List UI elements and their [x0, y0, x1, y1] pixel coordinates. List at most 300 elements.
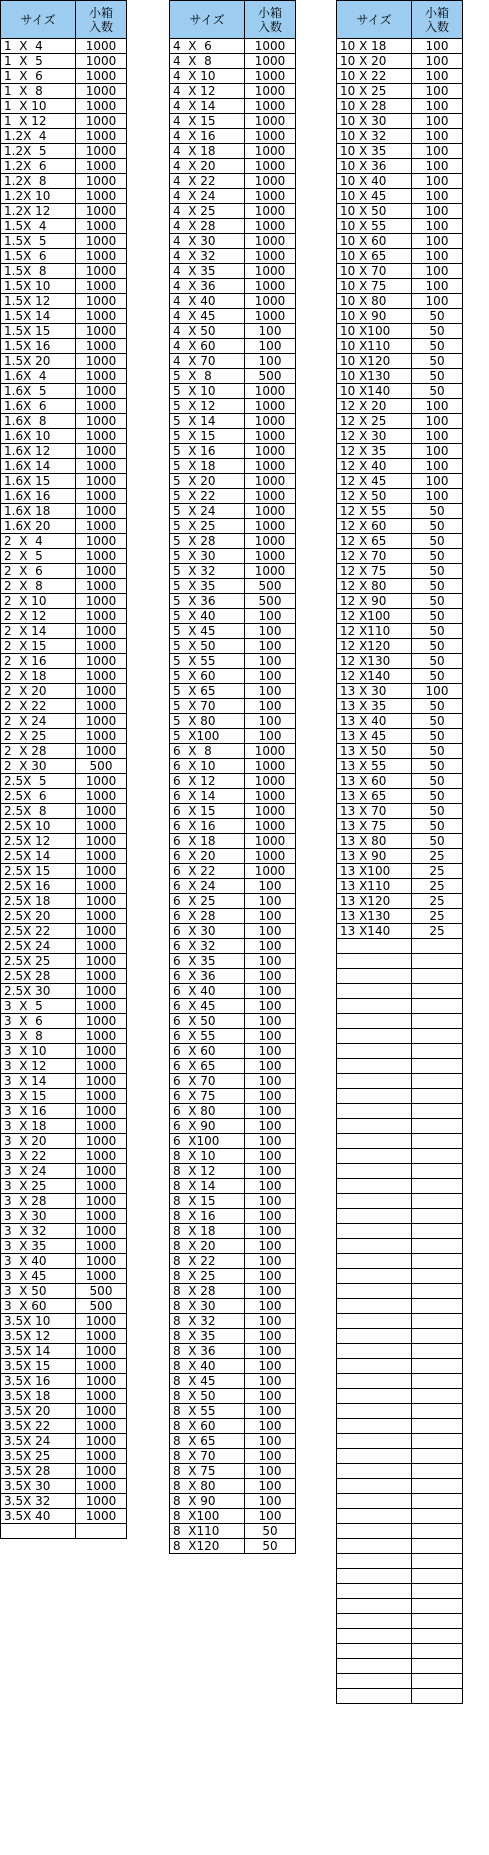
empty-row	[337, 1599, 463, 1614]
quantity-cell: 1000	[76, 594, 127, 609]
table-row	[1, 939, 127, 954]
table-row	[170, 1464, 296, 1479]
size-cell: 8 X 30	[170, 1299, 245, 1314]
table-row	[1, 504, 127, 519]
size-cell: 3.5X 24	[1, 1434, 76, 1449]
quantity-cell: 100	[245, 939, 296, 954]
table-row	[337, 174, 463, 189]
quantity-cell: 1000	[76, 99, 127, 114]
quantity-cell: 1000	[76, 234, 127, 249]
size-cell: 8 X 32	[170, 1314, 245, 1329]
quantity-cell: 1000	[245, 54, 296, 69]
table-row	[1, 1329, 127, 1344]
empty-cell	[337, 1389, 412, 1404]
quantity-cell: 100	[412, 444, 463, 459]
size-cell: 2.5X 28	[1, 969, 76, 984]
empty-row	[337, 1119, 463, 1134]
quantity-cell: 1000	[76, 1479, 127, 1494]
quantity-cell: 50	[412, 789, 463, 804]
size-cell: 5 X 10	[170, 384, 245, 399]
size-cell: 10 X 25	[337, 84, 412, 99]
table-row	[170, 1419, 296, 1434]
table-row	[337, 594, 463, 609]
empty-cell	[412, 1584, 463, 1599]
quantity-cell: 1000	[76, 129, 127, 144]
quantity-cell: 100	[245, 324, 296, 339]
empty-row	[337, 1209, 463, 1224]
table-row	[170, 654, 296, 669]
table-row	[170, 924, 296, 939]
empty-cell	[337, 1404, 412, 1419]
size-cell: 5 X 14	[170, 414, 245, 429]
size-cell: 4 X 15	[170, 114, 245, 129]
empty-cell	[412, 1074, 463, 1089]
quantity-cell: 1000	[245, 489, 296, 504]
table-row	[1, 1059, 127, 1074]
quantity-cell: 1000	[76, 684, 127, 699]
table-row	[170, 249, 296, 264]
quantity-cell: 100	[245, 339, 296, 354]
size-cell: 5 X100	[170, 729, 245, 744]
size-cell: 2 X 8	[1, 579, 76, 594]
quantity-cell: 1000	[76, 219, 127, 234]
size-cell: 6 X 40	[170, 984, 245, 999]
quantity-cell: 50	[412, 744, 463, 759]
table-row	[1, 1524, 127, 1539]
size-cell: 6 X 22	[170, 864, 245, 879]
size-cell: 8 X 90	[170, 1494, 245, 1509]
quantity-cell: 1000	[245, 444, 296, 459]
empty-cell	[337, 1014, 412, 1029]
empty-cell	[337, 1059, 412, 1074]
size-cell: 4 X 16	[170, 129, 245, 144]
table-row	[1, 69, 127, 84]
table-row	[337, 99, 463, 114]
quantity-cell: 100	[412, 399, 463, 414]
table-row	[170, 474, 296, 489]
quantity-cell: 1000	[245, 279, 296, 294]
size-cell: 1.5X 8	[1, 264, 76, 279]
quantity-cell: 100	[245, 1449, 296, 1464]
table-row	[1, 264, 127, 279]
empty-cell	[337, 1614, 412, 1629]
quantity-cell: 1000	[76, 174, 127, 189]
empty-cell	[412, 1329, 463, 1344]
table-row	[170, 1404, 296, 1419]
size-cell: 8 X 70	[170, 1449, 245, 1464]
table-row	[170, 294, 296, 309]
quantity-cell: 100	[412, 144, 463, 159]
size-cell: 2 X 6	[1, 564, 76, 579]
quantity-cell: 100	[412, 189, 463, 204]
quantity-cell: 100	[245, 1194, 296, 1209]
empty-cell	[337, 1494, 412, 1509]
quantity-cell: 100	[245, 624, 296, 639]
table-row	[1, 129, 127, 144]
table-row	[337, 459, 463, 474]
size-cell: 3.5X 18	[1, 1389, 76, 1404]
quantity-cell: 1000	[245, 234, 296, 249]
empty-row	[337, 1044, 463, 1059]
size-cell: 13 X 80	[337, 834, 412, 849]
empty-row	[337, 1689, 463, 1704]
size-cell: 8 X 65	[170, 1434, 245, 1449]
quantity-cell: 100	[245, 1224, 296, 1239]
size-cell	[1, 1524, 76, 1539]
quantity-cell: 50	[412, 534, 463, 549]
size-cell: 13 X 75	[337, 819, 412, 834]
empty-cell	[337, 1479, 412, 1494]
quantity-cell: 25	[412, 894, 463, 909]
size-cell: 10 X 45	[337, 189, 412, 204]
quantity-cell: 50	[412, 834, 463, 849]
size-cell: 10 X110	[337, 339, 412, 354]
size-cell: 6 X 14	[170, 789, 245, 804]
empty-cell	[412, 1059, 463, 1074]
empty-cell	[412, 1629, 463, 1644]
table-row	[1, 894, 127, 909]
size-cell: 6 X 8	[170, 744, 245, 759]
size-cell: 1.2X 10	[1, 189, 76, 204]
empty-cell	[337, 1539, 412, 1554]
table-row	[1, 1389, 127, 1404]
table-row	[170, 789, 296, 804]
size-cell: 1 X 8	[1, 84, 76, 99]
size-cell: 2 X 15	[1, 639, 76, 654]
empty-cell	[337, 1329, 412, 1344]
empty-cell	[337, 1419, 412, 1434]
quantity-cell: 1000	[76, 639, 127, 654]
quantity-cell: 1000	[245, 549, 296, 564]
size-cell: 2 X 12	[1, 609, 76, 624]
size-cell: 13 X 30	[337, 684, 412, 699]
empty-cell	[337, 954, 412, 969]
size-cell: 12 X 35	[337, 444, 412, 459]
empty-cell	[337, 1644, 412, 1659]
table-row	[1, 699, 127, 714]
size-cell: 5 X 24	[170, 504, 245, 519]
size-cell: 3.5X 10	[1, 1314, 76, 1329]
table-row	[1, 174, 127, 189]
quantity-cell: 1000	[76, 459, 127, 474]
empty-row	[337, 1299, 463, 1314]
quantity-cell: 1000	[76, 1104, 127, 1119]
empty-cell	[337, 969, 412, 984]
size-cell: 10 X 22	[337, 69, 412, 84]
quantity-cell: 1000	[245, 414, 296, 429]
table-row	[170, 1539, 296, 1554]
empty-row	[337, 999, 463, 1014]
empty-row	[337, 1539, 463, 1554]
quantity-cell: 1000	[76, 279, 127, 294]
table-row	[1, 1374, 127, 1389]
quantity-cell: 1000	[245, 744, 296, 759]
quantity-cell: 50	[412, 819, 463, 834]
size-cell: 12 X 75	[337, 564, 412, 579]
table-row	[1, 429, 127, 444]
quantity-cell: 100	[245, 669, 296, 684]
table-row	[1, 759, 127, 774]
size-column-header: サイズ	[1, 1, 76, 39]
size-cell: 1.2X 5	[1, 144, 76, 159]
table-row	[1, 219, 127, 234]
table-row	[1, 204, 127, 219]
table-row	[170, 1329, 296, 1344]
table-row	[337, 669, 463, 684]
empty-row	[337, 1524, 463, 1539]
size-cell: 2 X 30	[1, 759, 76, 774]
size-cell: 4 X 45	[170, 309, 245, 324]
size-cell: 4 X 35	[170, 264, 245, 279]
quantity-cell: 1000	[245, 39, 296, 54]
size-cell: 2 X 20	[1, 684, 76, 699]
size-cell: 10 X120	[337, 354, 412, 369]
size-cell: 12 X 20	[337, 399, 412, 414]
size-cell: 13 X 50	[337, 744, 412, 759]
empty-cell	[337, 1104, 412, 1119]
size-cell: 1.6X 12	[1, 444, 76, 459]
size-cell: 6 X 50	[170, 1014, 245, 1029]
table-row	[337, 579, 463, 594]
quantity-cell: 100	[245, 1014, 296, 1029]
size-cell: 2 X 5	[1, 549, 76, 564]
table-row	[170, 99, 296, 114]
size-cell: 3 X 25	[1, 1179, 76, 1194]
table-row	[1, 879, 127, 894]
empty-cell	[412, 1434, 463, 1449]
table-row	[170, 939, 296, 954]
quantity-cell: 50	[412, 669, 463, 684]
quantity-cell: 100	[412, 99, 463, 114]
quantity-cell: 100	[412, 219, 463, 234]
quantity-cell: 1000	[245, 189, 296, 204]
quantity-cell: 100	[245, 1179, 296, 1194]
quantity-cell: 1000	[76, 1374, 127, 1389]
table-row	[170, 339, 296, 354]
quantity-cell: 50	[245, 1539, 296, 1554]
table-row	[170, 1224, 296, 1239]
table-row	[337, 519, 463, 534]
empty-cell	[337, 1449, 412, 1464]
table-row	[1, 624, 127, 639]
empty-cell	[412, 969, 463, 984]
quantity-cell: 100	[412, 489, 463, 504]
quantity-cell: 1000	[76, 204, 127, 219]
quantity-cell: 1000	[245, 309, 296, 324]
size-cell: 8 X120	[170, 1539, 245, 1554]
empty-row	[337, 1419, 463, 1434]
table-row	[1, 684, 127, 699]
table-row	[1, 354, 127, 369]
quantity-cell: 50	[412, 369, 463, 384]
quantity-cell: 1000	[245, 519, 296, 534]
quantity-cell: 1000	[76, 579, 127, 594]
table-row	[337, 414, 463, 429]
quantity-cell: 50	[412, 309, 463, 324]
size-cell: 8 X 25	[170, 1269, 245, 1284]
empty-cell	[337, 1434, 412, 1449]
table-row	[1, 804, 127, 819]
table-row	[337, 909, 463, 924]
table-row	[337, 744, 463, 759]
size-cell: 13 X110	[337, 879, 412, 894]
empty-cell	[337, 1149, 412, 1164]
quantity-cell: 100	[245, 1374, 296, 1389]
table-row	[1, 564, 127, 579]
table-row	[1, 1044, 127, 1059]
table-row	[170, 699, 296, 714]
quantity-cell: 25	[412, 879, 463, 894]
table-row	[1, 1179, 127, 1194]
size-cell: 2 X 10	[1, 594, 76, 609]
size-cell: 3 X 60	[1, 1299, 76, 1314]
quantity-cell: 500	[76, 759, 127, 774]
size-cell: 3 X 35	[1, 1239, 76, 1254]
size-cell: 4 X 20	[170, 159, 245, 174]
empty-cell	[412, 1044, 463, 1059]
quantity-cell: 100	[245, 1344, 296, 1359]
table-row	[1, 819, 127, 834]
table-row	[170, 1059, 296, 1074]
table-row	[1, 789, 127, 804]
quantity-cell: 1000	[76, 1434, 127, 1449]
quantity-cell: 100	[245, 354, 296, 369]
empty-row	[337, 1029, 463, 1044]
quantity-cell: 1000	[245, 174, 296, 189]
empty-row	[337, 1569, 463, 1584]
table-row	[170, 534, 296, 549]
empty-row	[337, 1554, 463, 1569]
size-cell: 6 X 36	[170, 969, 245, 984]
empty-cell	[412, 954, 463, 969]
table-row	[1, 1299, 127, 1314]
size-cell: 3 X 10	[1, 1044, 76, 1059]
quantity-cell: 1000	[76, 384, 127, 399]
quantity-cell: 1000	[76, 1509, 127, 1524]
header-row	[170, 1, 296, 39]
size-cell: 6 X 60	[170, 1044, 245, 1059]
quantity-header-line2: 入数	[424, 19, 449, 34]
size-cell: 5 X 65	[170, 684, 245, 699]
empty-cell	[337, 1659, 412, 1674]
table-row	[170, 519, 296, 534]
table-row	[170, 1239, 296, 1254]
quantity-cell: 1000	[76, 399, 127, 414]
table-row	[170, 84, 296, 99]
table-row	[1, 279, 127, 294]
table-row	[170, 999, 296, 1014]
table-row	[170, 1149, 296, 1164]
size-cell: 10 X 80	[337, 294, 412, 309]
table-row	[1, 1074, 127, 1089]
table-row	[1, 654, 127, 669]
quantity-cell: 1000	[76, 249, 127, 264]
quantity-cell: 1000	[245, 864, 296, 879]
quantity-cell: 50	[412, 519, 463, 534]
size-cell: 6 X 15	[170, 804, 245, 819]
table-row	[170, 114, 296, 129]
quantity-cell: 1000	[76, 1329, 127, 1344]
size-cell: 13 X100	[337, 864, 412, 879]
empty-cell	[412, 1419, 463, 1434]
table-row	[170, 1164, 296, 1179]
empty-cell	[337, 1674, 412, 1689]
empty-row	[337, 1329, 463, 1344]
table-row	[1, 474, 127, 489]
size-cell: 6 X 32	[170, 939, 245, 954]
empty-row	[337, 1149, 463, 1164]
quantity-cell: 1000	[76, 879, 127, 894]
size-cell: 2.5X 8	[1, 804, 76, 819]
size-cell: 10 X 65	[337, 249, 412, 264]
size-cell: 13 X 70	[337, 804, 412, 819]
table-row	[170, 1389, 296, 1404]
table-row	[1, 984, 127, 999]
table-row	[170, 864, 296, 879]
size-cell: 8 X110	[170, 1524, 245, 1539]
size-cell: 1.5X 16	[1, 339, 76, 354]
empty-row	[337, 1344, 463, 1359]
quantity-cell: 100	[245, 1029, 296, 1044]
table-row	[1, 909, 127, 924]
quantity-cell: 1000	[245, 504, 296, 519]
table-row	[337, 84, 463, 99]
size-cell: 6 X 25	[170, 894, 245, 909]
table-row	[170, 1029, 296, 1044]
quantity-cell: 50	[412, 324, 463, 339]
size-cell: 2 X 25	[1, 729, 76, 744]
table-row	[337, 159, 463, 174]
size-cell: 4 X 8	[170, 54, 245, 69]
quantity-cell: 1000	[245, 129, 296, 144]
table-row	[337, 384, 463, 399]
size-cell: 10 X 75	[337, 279, 412, 294]
size-cell: 3 X 32	[1, 1224, 76, 1239]
quantity-cell: 100	[245, 1074, 296, 1089]
table-row	[1, 834, 127, 849]
table-row	[170, 564, 296, 579]
quantity-cell: 1000	[76, 354, 127, 369]
table-row	[170, 189, 296, 204]
table-row	[1, 1209, 127, 1224]
quantity-cell: 1000	[76, 474, 127, 489]
size-cell: 4 X 70	[170, 354, 245, 369]
size-cell: 6 X 75	[170, 1089, 245, 1104]
quantity-cell: 100	[245, 609, 296, 624]
table-row	[170, 1194, 296, 1209]
size-cell: 8 X 60	[170, 1419, 245, 1434]
size-cell: 2.5X 18	[1, 894, 76, 909]
table-row	[170, 1359, 296, 1374]
table-row	[1, 324, 127, 339]
size-cell: 12 X 45	[337, 474, 412, 489]
size-cell: 4 X 50	[170, 324, 245, 339]
table-row	[1, 1164, 127, 1179]
table-row	[170, 1119, 296, 1134]
quantity-cell: 100	[245, 879, 296, 894]
table-row	[170, 429, 296, 444]
table-row	[337, 699, 463, 714]
quantity-cell: 1000	[245, 474, 296, 489]
quantity-cell: 100	[412, 264, 463, 279]
size-cell: 3 X 5	[1, 999, 76, 1014]
quantity-cell: 100	[245, 1359, 296, 1374]
empty-cell	[412, 1359, 463, 1374]
empty-row	[337, 1404, 463, 1419]
quantity-cell: 1000	[76, 834, 127, 849]
empty-cell	[337, 1464, 412, 1479]
size-cell: 4 X 40	[170, 294, 245, 309]
